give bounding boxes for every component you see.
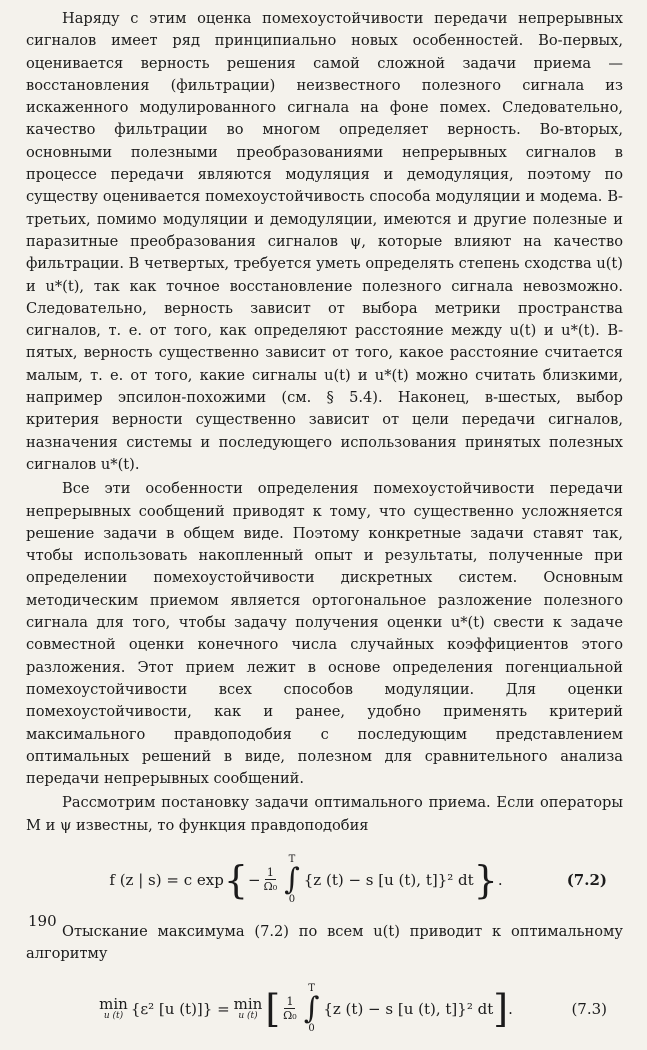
- paragraph-4: Отыскание максимума (7.2) по всем u(t) приводит к оптимальному алгоритму: [26, 922, 623, 963]
- integral-sign-icon: ∫: [303, 990, 320, 1026]
- eq2-min1: min: [99, 994, 128, 1013]
- eq2-frac-den: Ω₀: [283, 1009, 297, 1023]
- eq1-integral: [284, 855, 300, 905]
- eq2-min1-sub: u (t): [103, 1010, 124, 1021]
- eq1-period: .: [497, 870, 503, 889]
- page-number: 190: [28, 912, 57, 930]
- eq1-minus: −: [248, 870, 261, 889]
- equation-7-2: [26, 843, 623, 917]
- eq1-brace-close: }: [473, 857, 498, 902]
- eq2-period: .: [508, 999, 513, 1018]
- eq2-min2-sub: u (t): [238, 1010, 258, 1021]
- eq2-label: (7.3): [571, 999, 607, 1018]
- eq1-brace-open: {: [223, 857, 248, 902]
- eq2-min-left: [99, 994, 128, 1021]
- eq1-integrand: {z (t) − s [u (t), t]}² dt: [303, 870, 474, 889]
- eq1-fraction: [264, 866, 278, 893]
- eq2-integrand: {z (t) − s [u (t), t]}² dt: [323, 999, 494, 1018]
- eq2-int-lower: 0: [308, 1022, 315, 1034]
- eq1-int-upper: T: [288, 853, 296, 865]
- paragraph-3: Рассмотрим постановку задачи оптимального приема. Если операторы M и ψ известны, то функция правдоподобия: [26, 794, 623, 834]
- integral-sign-icon: ∫: [284, 861, 300, 897]
- eq2-min-right: [233, 994, 263, 1021]
- eq1-frac-num: 1: [266, 866, 274, 880]
- page-body: [26, 8, 623, 1050]
- eq1-int-lower: 0: [288, 893, 296, 905]
- eq1-label: (7.2): [566, 870, 607, 889]
- eq1-lhs: f (z | s) = c exp: [109, 870, 224, 889]
- eq2-lhs-arg: {ε² [u (t)]} =: [130, 999, 230, 1018]
- eq2-fraction: [283, 995, 297, 1022]
- eq1-frac-den: Ω₀: [263, 880, 278, 894]
- eq2-min2: min: [233, 994, 263, 1013]
- eq2-frac-num: 1: [286, 995, 294, 1009]
- eq2-bracket-close: ]: [493, 986, 509, 1031]
- paragraph-2: Все эти особенности определения помехоустойчивости передачи непрерывных сообщений приводят к тому, что существенно усложняется решение задачи в общем виде. Поэтому конкретные задачи ставят так, чтобы использовать накопленный опыт и результаты, полученные при определении помехоустойчивости дискретных систем. Основным методическим приемом является ортогональное разложение полезного сигнала для того, чтобы задачу получения оценки u*(t) свести к задаче совместной оценки конечного числа случайных коэффициентов этого разложения. Этот прием лежит в основе определения погенциальной помехоустойчивости всех способов модуляции. Для оценки помехоустойчивости, как и ранее, удобно применять критерий максимального правдоподобия с последующим представлением оптимальных решений в виде, полезном для сравнительного анализа передачи непрерывных сообщений.: [26, 480, 623, 788]
- equation-7-3: [26, 972, 623, 1046]
- eq2-int-upper: T: [308, 982, 315, 994]
- paragraph-1: Наряду с этим оценка помехоустойчивости передачи непрерывных сигналов имеет ряд принципиально новых особенностей. Во-первых, оценивается верность решения самой сложной задачи приема — восстановления (фильтрации) неизвестного полезного сигнала из искаженного модулированного сигнала на фоне помех. Следовательно, качество фильтрации во многом определяет верность. Во-вторых, основными полезными преобразованиями непрерывных сигналов в процессе передачи являются модуляция и демодуляция, поэтому по существу оценивается помехоустойчивость способа модуляции и модема. В-третьих, помимо модуляции и демодуляции, имеются и другие полезные и паразитные преобразования сигналов ψ, которые влияют на качество фильтрации. В четвертых, требуется уметь определять степень сходства u(t) и u*(t), так как точное восстановление полезного сигнала невозможно. Следовательно, верность зависит от выбора метрики пространства сигналов, т. е. от того, как определяют расстояние между u(t) и u*(t). В-пятых, верность существенно зависит от того, какое расстояние считается малым, т. е. от того, какие сигналы u(t) и u*(t) можно считать близкими, например эпсилон-похожими (см. § 5.4). Наконец, в-шестых, выбор критерия верности существенно зависит от цели передачи сигналов, назначения системы и последующего использования принятых полезных сигналов u*(t).: [26, 10, 623, 473]
- eq2-integral: [304, 984, 320, 1034]
- eq2-bracket-open: [: [265, 986, 281, 1031]
